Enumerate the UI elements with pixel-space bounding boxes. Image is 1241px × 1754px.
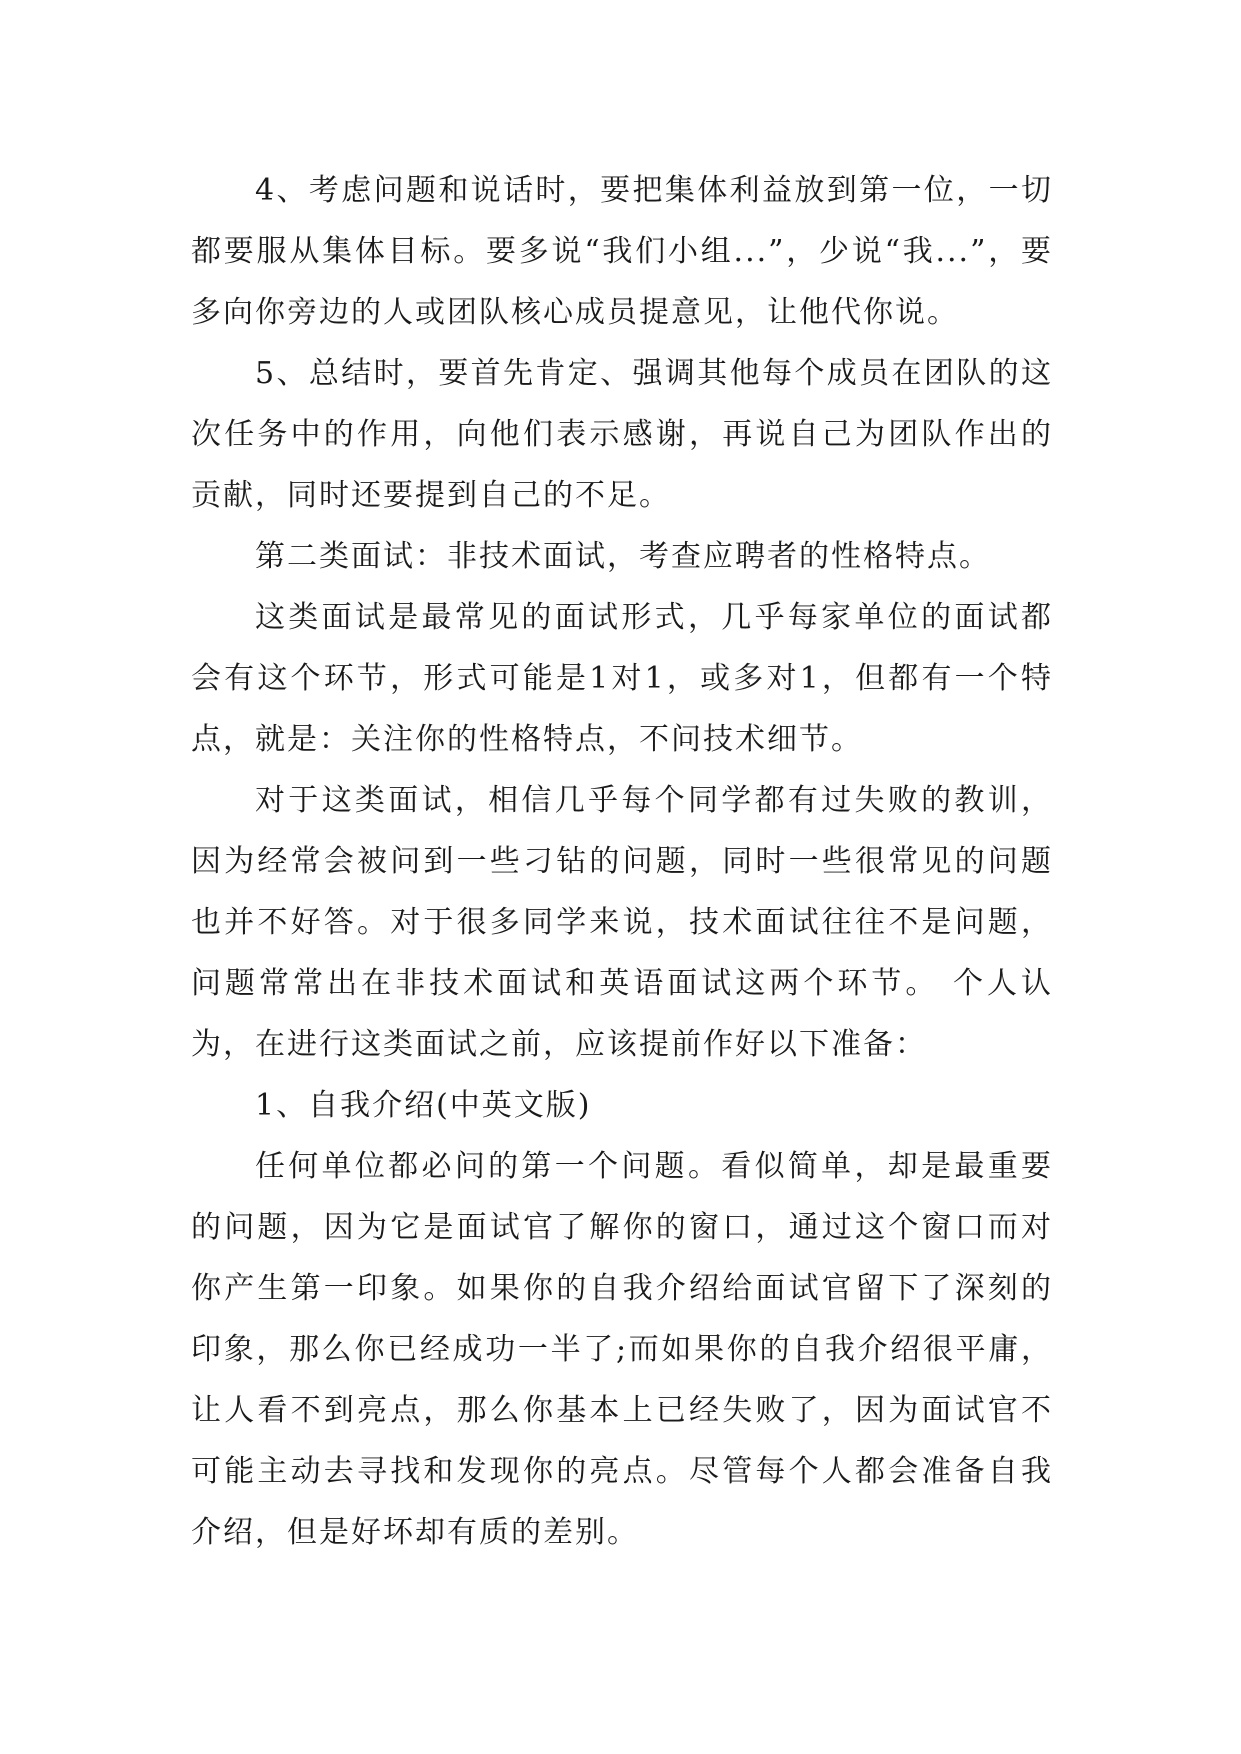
- document-body: [191, 160, 1053, 1563]
- paragraph-preparation: 对于这类面试，相信几乎每个同学都有过失败的教训，因为经常会被问到一些刁钻的问题，同时一些很常见的问题也并不好答。对于很多同学来说，技术面试往往不是问题，问题常常出在非技术面试和英语面试这两个环节。 个人认为，在进行这类面试之前，应该提前作好以下准备：: [191, 783, 1053, 1062]
- paragraph-interview-intro: 这类面试是最常见的面试形式，几乎每家单位的面试都会有这个环节，形式可能是1对1，或多对1，但都有一个特点，就是：关注你的性格特点，不问技术细节。: [191, 600, 1053, 757]
- paragraph-point-4: 4、考虑问题和说话时，要把集体利益放到第一位，一切都要服从集体目标。要多说“我们小组...”，少说“我...”，要多向你旁边的人或团队核心成员提意见，让他代你说。: [191, 173, 1053, 330]
- paragraph-self-introduction: 任何单位都必问的第一个问题。看似简单，却是最重要的问题，因为它是面试官了解你的窗口，通过这个窗口而对你产生第一印象。如果你的自我介绍给面试官留下了深刻的印象，那么你已经成功一半了;而如果你的自我介绍很平庸，让人看不到亮点，那么你基本上已经失败了，因为面试官不可能主动去寻找和发现你的亮点。尽管每个人都会准备自我介绍，但是好坏却有质的差别。: [191, 1149, 1053, 1550]
- subheading-self-introduction: 1、自我介绍(中英文版): [255, 1088, 592, 1123]
- section-heading-non-technical-interview: 第二类面试：非技术面试，考查应聘者的性格特点。: [255, 539, 991, 574]
- paragraph-point-5: 5、总结时，要首先肯定、强调其他每个成员在团队的这次任务中的作用，向他们表示感谢，再说自己为团队作出的贡献，同时还要提到自己的不足。: [191, 356, 1053, 513]
